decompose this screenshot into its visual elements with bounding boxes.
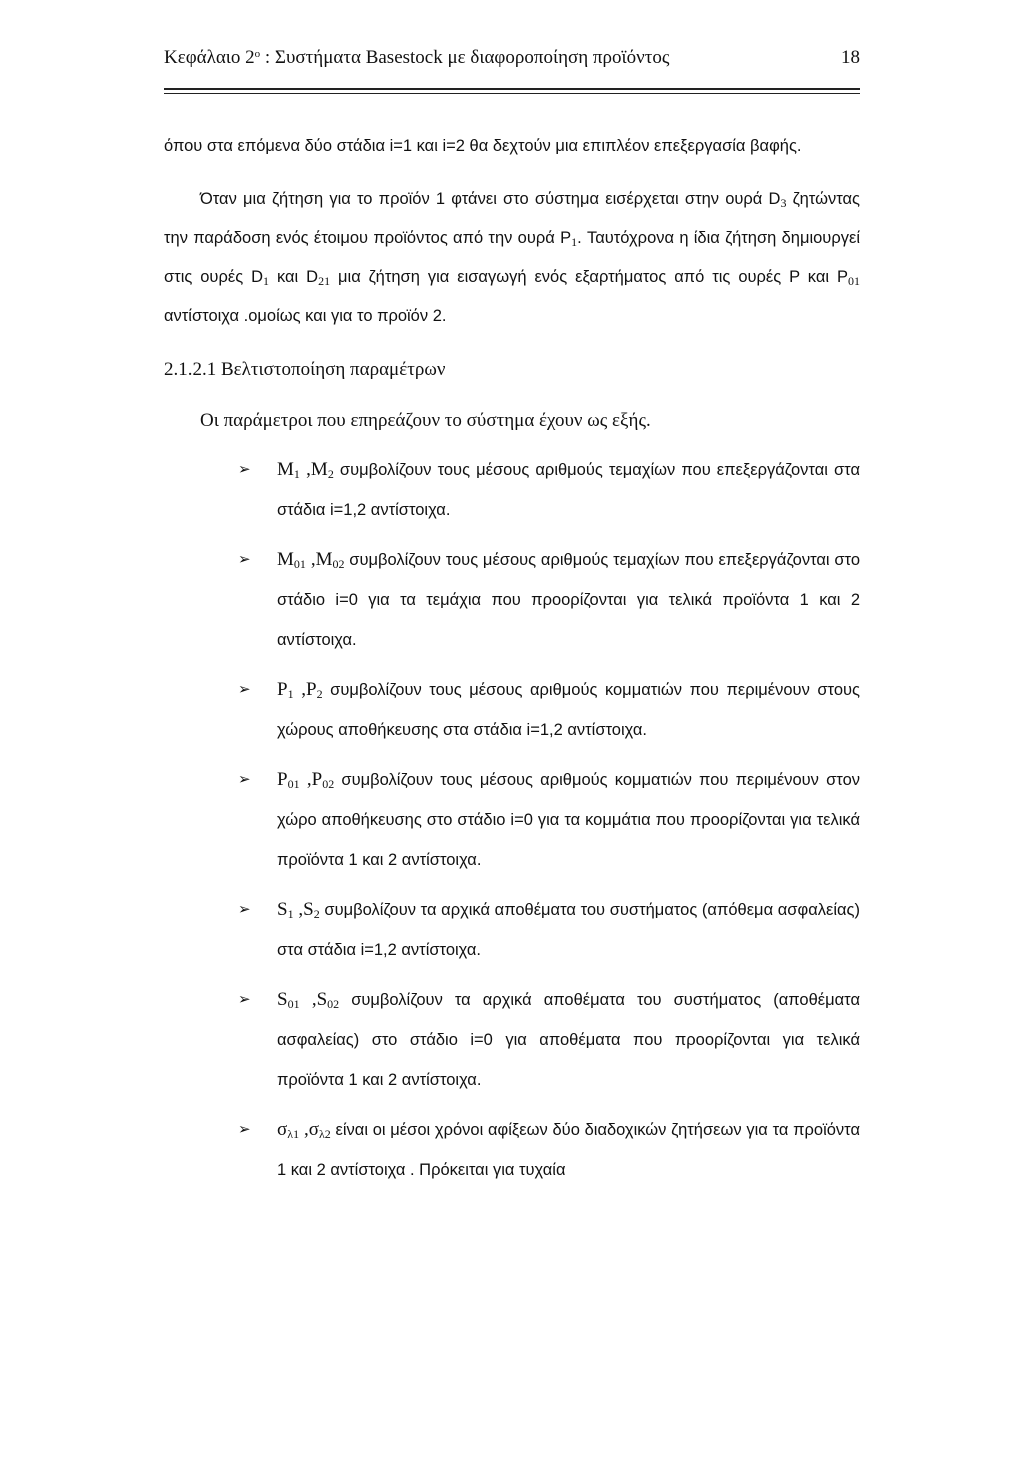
symbol-a: P	[277, 679, 288, 700]
p2-sub-3: 1	[263, 274, 270, 288]
paragraph-demand-flow	[164, 180, 860, 336]
symbol-b: ,M	[299, 459, 328, 480]
symbol-b: ,P	[299, 769, 323, 790]
p2-text-3: . Ταυτόχρονα η ίδια ζήτηση δημιουργεί στις ουρές D	[164, 229, 860, 286]
section-title: Βελτιστοποίηση παραμέτρων	[221, 359, 446, 380]
bullet-text: συμβολίζουν τα αρχικά αποθέματα του συστήματος (αποθέματα ασφαλείας) στο στάδιο i=0 για αποθέματα που προορίζονται για τελικά προϊόντα 1 και 2 αντίστοιχα.	[277, 991, 860, 1089]
symbol-a: σ	[277, 1119, 288, 1140]
symbol-b-sub: 02	[322, 777, 335, 791]
p2-sub-2: 1	[571, 235, 578, 249]
symbol-b-sub: 2	[327, 467, 334, 481]
symbol-b: ,P	[293, 679, 317, 700]
arrowhead-bullet-icon: ➢	[238, 460, 251, 478]
symbol-a: S	[277, 899, 288, 920]
p2-sub-1: 3	[780, 196, 787, 210]
bullet-text: συμβολίζουν τα αρχικά αποθέματα του συστήματος (απόθεμα ασφαλείας) στα στάδια i=1,2 αντίστοιχα.	[277, 901, 860, 959]
symbol-a: S	[277, 989, 288, 1010]
bullet-text: συμβολίζουν τους μέσους αριθμούς τεμαχίων που επεξεργάζονται στα στάδια i=1,2 αντίστοιχα.	[277, 461, 860, 519]
parameter-list	[164, 450, 860, 1190]
paragraph-continuation: όπου στα επόμενα δύο στάδια i=1 και i=2 θα δεχτούν μια επιπλέον επεξεργασία βαφής.	[164, 137, 802, 155]
p2-text-1: Όταν μια ζήτηση για το προϊόν 1 φτάνει στο σύστημα εισέρχεται στην ουρά D	[200, 190, 781, 208]
symbol-a-sub: 01	[293, 557, 306, 571]
symbol-b-sub: 2	[316, 687, 323, 701]
arrowhead-bullet-icon: ➢	[238, 900, 251, 918]
symbol-b: ,S	[293, 899, 314, 920]
arrowhead-bullet-icon: ➢	[238, 1120, 251, 1138]
list-item	[164, 760, 860, 880]
list-item	[164, 540, 860, 660]
symbol-a-sub: 1	[293, 467, 300, 481]
header-rule-thick	[164, 88, 860, 90]
arrowhead-bullet-icon: ➢	[238, 680, 251, 698]
chapter-title-superscript: ο	[254, 48, 261, 60]
symbol-b: ,M	[305, 549, 333, 570]
bullet-text: συμβολίζουν τους μέσους αριθμούς κομματιών που περιμένουν στους χώρους αποθήκευσης στα στάδια i=1,2 αντίστοιχα.	[277, 681, 860, 739]
bullet-text: συμβολίζουν τους μέσους αριθμούς κομματιών που περιμένουν στον χώρο αποθήκευσης στο στάδιο i=0 για τα κομμάτια που προορίζονται για τελικά προϊόντα 1 και 2 αντίστοιχα.	[277, 771, 861, 869]
parameters-intro: Οι παράμετροι που επηρεάζουν το σύστημα έχουν ως εξής.	[200, 410, 651, 431]
arrowhead-bullet-icon: ➢	[238, 770, 251, 788]
section-heading	[164, 350, 860, 389]
symbol-a-sub: 01	[287, 777, 300, 791]
arrowhead-bullet-icon: ➢	[238, 550, 251, 568]
p2-sub-5: 01	[848, 274, 861, 288]
bullet-text: είναι οι μέσοι χρόνοι αφίξεων δύο διαδοχικών ζητήσεων για τα προϊόντα 1 και 2 αντίστοιχα . Πρόκειται για τυχαία	[277, 1121, 860, 1179]
symbol-b: ,σ	[299, 1119, 319, 1140]
bullet-text: συμβολίζουν τους μέσους αριθμούς τεμαχίων που επεξεργάζονται στο στάδιο i=0 για τα τεμάχια που προορίζονται για τελικά προϊόντα 1 και 2 αντίστοιχα.	[277, 551, 860, 649]
p2-text-2: ζητώντας την παράδοση ενός έτοιμου προϊόντος από την ουρά P	[164, 190, 860, 247]
page-number: 18	[841, 47, 860, 68]
list-item	[164, 450, 860, 530]
symbol-a-sub: 1	[287, 907, 294, 921]
symbol-b-sub: λ2	[318, 1127, 331, 1141]
symbol-b-sub: 02	[332, 557, 345, 571]
chapter-title-text: Κεφάλαιο 2	[164, 47, 255, 68]
page-body	[164, 127, 860, 1200]
arrowhead-bullet-icon: ➢	[238, 990, 251, 1008]
chapter-title	[164, 44, 669, 72]
symbol-a-sub: 01	[287, 997, 300, 1011]
p2-text-5: μια ζήτηση για εισαγωγή ενός εξαρτήματος από τις ουρές P και P	[330, 268, 849, 286]
p2-text-6: αντίστοιχα .ομοίως και για το προϊόν 2.	[164, 307, 447, 325]
symbol-a-sub: 1	[287, 687, 294, 701]
symbol-a-sub: λ1	[287, 1127, 300, 1141]
p2-text-4: και D	[269, 268, 319, 286]
chapter-title-subtitle: : Συστήματα Basestock με διαφοροποίηση προϊόντος	[260, 47, 670, 68]
page-header	[164, 44, 860, 72]
list-item	[164, 670, 860, 750]
symbol-a: M	[277, 549, 294, 570]
symbol-a: P	[277, 769, 288, 790]
list-item	[164, 980, 860, 1100]
symbol-a: M	[277, 459, 294, 480]
header-rule-thin	[164, 93, 860, 94]
symbol-b-sub: 02	[327, 997, 340, 1011]
list-item	[164, 1110, 860, 1190]
symbol-b: ,S	[299, 989, 328, 1010]
p2-sub-4: 21	[318, 274, 331, 288]
symbol-b-sub: 2	[313, 907, 320, 921]
list-item	[164, 890, 860, 970]
section-number: 2.1.2.1	[164, 359, 217, 380]
